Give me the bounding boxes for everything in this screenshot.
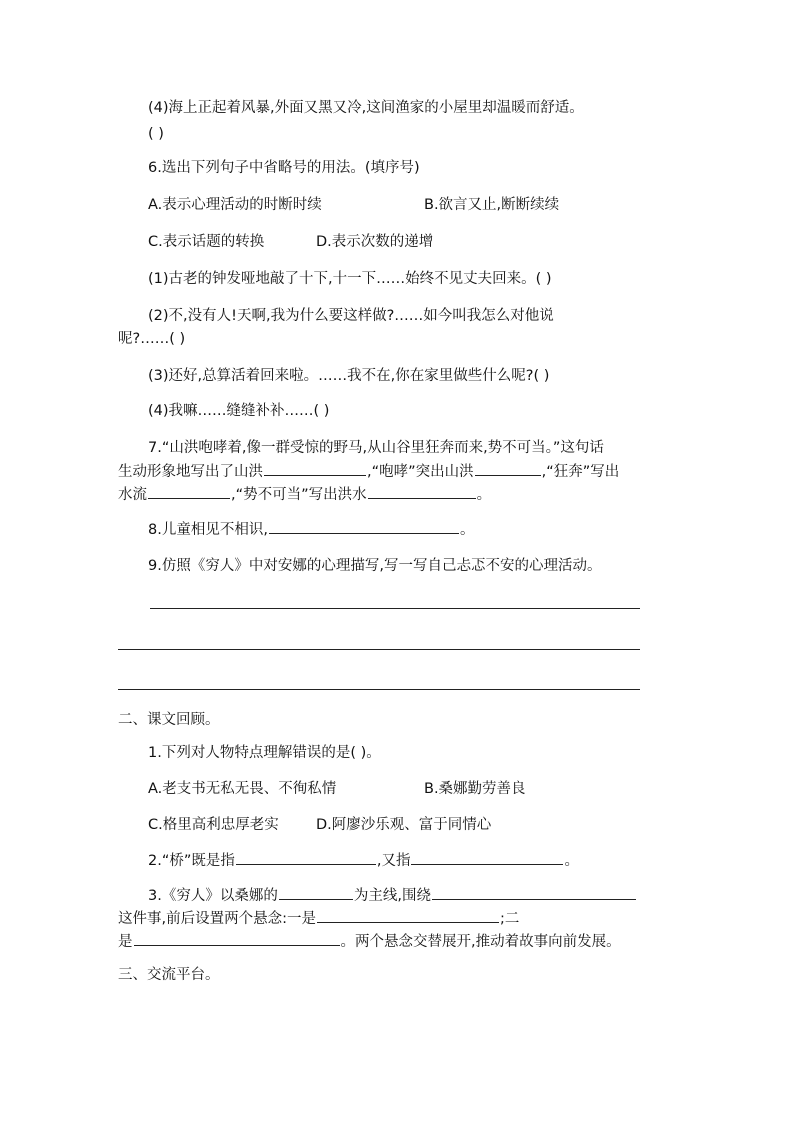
q6-option-b: B.欲言又止,断断续续 [424,197,560,213]
s2-q3-text-c: 这件事,前后设置两个悬念:一是 [118,911,316,927]
s2-q1-option-b: B.桑娜勤劳善良 [424,781,526,797]
q6-item2-line1: (2)不,没有人!天啊,我为什么要这样做?……如今叫我怎么对他说 [148,308,554,324]
section3-title: 三、交流平台。 [118,967,220,983]
q5-item4-text: (4)海上正起着风暴,外面又黑又冷,这间渔家的小屋里却温暖而舒适。 [148,100,584,116]
s2-q1-option-d: D.阿廖沙乐观、富于同情心 [316,817,492,833]
q9-writing-line-1[interactable] [150,608,640,609]
s2-q3-blank-2[interactable] [432,885,636,900]
q7-blank-3[interactable] [148,484,230,499]
s2-q2-text-b: ,又指 [376,853,411,869]
s2-q3-text-e: 是 [118,934,133,950]
q7-line2-text-a: 生动形象地写出了山洪 [118,464,263,480]
s2-q2-text-c: 。 [564,853,579,869]
q7-blank-1[interactable] [264,461,366,476]
s2-q3-line1 [148,885,637,906]
q7-line2-text-b: ,“咆哮”突出山洪 [367,464,474,480]
q5-item4-answer-paren[interactable]: ( ) [148,126,164,142]
s2-q3-blank-3[interactable] [317,908,499,923]
q7-line1: 7.“山洪咆哮着,像一群受惊的野马,从山谷里狂奔而来,势不可当。”这句话 [148,440,604,456]
s2-q3-blank-1[interactable] [279,885,353,900]
s2-q3-blank-4[interactable] [134,931,340,946]
s2-q3-text-f: 。两个悬念交替展开,推动着故事向前发展。 [340,934,621,950]
q6-option-a: A.表示心理活动的时断时续 [148,197,322,213]
q8-line [148,519,474,540]
q9-writing-line-2[interactable] [118,649,640,650]
q7-blank-2[interactable] [475,461,541,476]
q6-item1[interactable]: (1)古老的钟发哑地敲了十下,十一下……始终不见丈夫回来。( ) [148,271,552,287]
q9-text: 9.仿照《穷人》中对安娜的心理描写,写一写自己忐忑不安的心理活动。 [148,558,602,574]
q7-line3-text-a: 水流 [118,487,147,503]
q7-line3-text-b: ,“势不可当”写出洪水 [231,487,367,503]
s2-q3-line2 [118,908,519,929]
q7-line2 [118,461,619,482]
q6-option-d: D.表示次数的递增 [316,234,434,250]
s2-q2-text-a: 2.“桥”既是指 [148,853,235,869]
s2-q3-text-a: 3.《穷人》以桑娜的 [148,888,278,904]
s2-q2-blank-1[interactable] [236,850,376,865]
q8-text-a: 8.儿童相见不相识, [148,522,268,538]
s2-q1-title[interactable]: 1.下列对人物特点理解错误的是( )。 [148,745,381,761]
q6-item3[interactable]: (3)还好,总算活着回来啦。……我不在,你在家里做些什么呢?( ) [148,368,550,384]
q6-option-c: C.表示话题的转换 [148,234,265,250]
q8-text-b: 。 [459,522,475,538]
section2-title: 二、课文回顾。 [118,712,220,728]
q6-title: 6.选出下列句子中省略号的用法。(填序号) [148,160,420,176]
q7-line3-text-c: 。 [476,487,492,503]
s2-q1-option-a: A.老支书无私无畏、不徇私情 [148,781,337,797]
q8-blank[interactable] [269,519,459,534]
q9-writing-line-3[interactable] [118,689,640,690]
s2-q2-line [148,850,579,871]
q7-blank-4[interactable] [368,484,476,499]
s2-q3-line3 [118,931,621,952]
s2-q3-text-d: ;二 [500,911,520,927]
s2-q2-blank-2[interactable] [411,850,563,865]
s2-q3-text-b: 为主线,围绕 [353,888,431,904]
q6-item4[interactable]: (4)我嘛……缝缝补补……( ) [148,403,330,419]
q7-line2-text-c: ,“狂奔”写出 [541,464,620,480]
s2-q1-option-c: C.格里高利忠厚老实 [148,817,279,833]
q7-line3 [118,484,491,505]
q6-item2-line2[interactable]: 呢?……( ) [118,331,186,347]
